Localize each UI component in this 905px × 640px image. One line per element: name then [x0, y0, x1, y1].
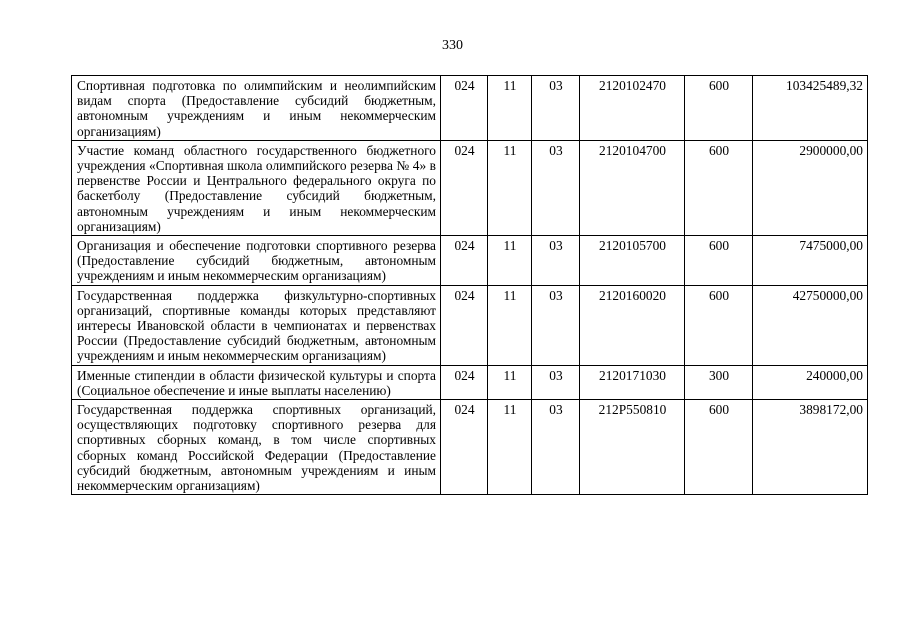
row-sum: 103425489,32 — [753, 76, 868, 141]
row-razdel: 11 — [488, 76, 532, 141]
row-grbs: 024 — [441, 236, 488, 286]
table-row — [72, 365, 868, 399]
row-vr: 600 — [685, 76, 753, 141]
row-razdel: 11 — [488, 140, 532, 235]
row-name: Государственная поддержка спортивных организаций, осуществляющих подготовку спортивного резерва для спортивных сборных команд, в том числе спортивных сборных команд Российской Федерации (Предоставление субсидий бюджетным, автономным учреждениям и иным некоммерческим организациям) — [72, 400, 441, 495]
row-podrazdel: 03 — [532, 400, 580, 495]
row-sum: 7475000,00 — [753, 236, 868, 286]
row-csr: 2120171030 — [580, 365, 685, 399]
row-vr: 600 — [685, 285, 753, 365]
row-grbs: 024 — [441, 365, 488, 399]
row-vr: 600 — [685, 140, 753, 235]
row-razdel: 11 — [488, 400, 532, 495]
table-row — [72, 236, 868, 286]
row-podrazdel: 03 — [532, 76, 580, 141]
row-grbs: 024 — [441, 285, 488, 365]
row-name: Участие команд областного государственного бюджетного учреждения «Спортивная школа олимпийского резерва № 4» в первенстве России и Центрального федерального округа по баскетболу (Предоставление субсидий бюджетным, автономным учреждениям и иным некоммерческим организациям) — [72, 140, 441, 235]
row-podrazdel: 03 — [532, 236, 580, 286]
row-razdel: 11 — [488, 365, 532, 399]
row-csr: 2120160020 — [580, 285, 685, 365]
row-name: Организация и обеспечение подготовки спортивного резерва (Предоставление субсидий бюджетным, автономным учреждениям и иным некоммерческим организациям) — [72, 236, 441, 286]
table-row — [72, 285, 868, 365]
row-sum: 2900000,00 — [753, 140, 868, 235]
row-sum: 3898172,00 — [753, 400, 868, 495]
row-csr: 2120105700 — [580, 236, 685, 286]
row-csr: 2120104700 — [580, 140, 685, 235]
row-name: Спортивная подготовка по олимпийским и неолимпийским видам спорта (Предоставление субсидий бюджетным, автономным учреждениям и иным некоммерческим организациям) — [72, 76, 441, 141]
row-grbs: 024 — [441, 140, 488, 235]
row-vr: 600 — [685, 400, 753, 495]
row-sum: 42750000,00 — [753, 285, 868, 365]
row-vr: 300 — [685, 365, 753, 399]
row-razdel: 11 — [488, 236, 532, 286]
row-grbs: 024 — [441, 400, 488, 495]
table-row — [72, 400, 868, 495]
row-name: Государственная поддержка физкультурно-спортивных организаций, спортивные команды которых представляют интересы Ивановской области в чемпионатах и первенствах России (Предоставление субсидий бюджетным, автономным учреждениям и иным некоммерческим организациям) — [72, 285, 441, 365]
row-csr: 212P550810 — [580, 400, 685, 495]
row-razdel: 11 — [488, 285, 532, 365]
row-sum: 240000,00 — [753, 365, 868, 399]
row-podrazdel: 03 — [532, 140, 580, 235]
table-row — [72, 140, 868, 235]
budget-table — [71, 75, 868, 495]
table-row — [72, 76, 868, 141]
row-csr: 2120102470 — [580, 76, 685, 141]
row-podrazdel: 03 — [532, 285, 580, 365]
row-vr: 600 — [685, 236, 753, 286]
row-name: Именные стипендии в области физической культуры и спорта (Социальное обеспечение и иные выплаты населению) — [72, 365, 441, 399]
row-grbs: 024 — [441, 76, 488, 141]
row-podrazdel: 03 — [532, 365, 580, 399]
page-number: 330 — [442, 38, 463, 53]
